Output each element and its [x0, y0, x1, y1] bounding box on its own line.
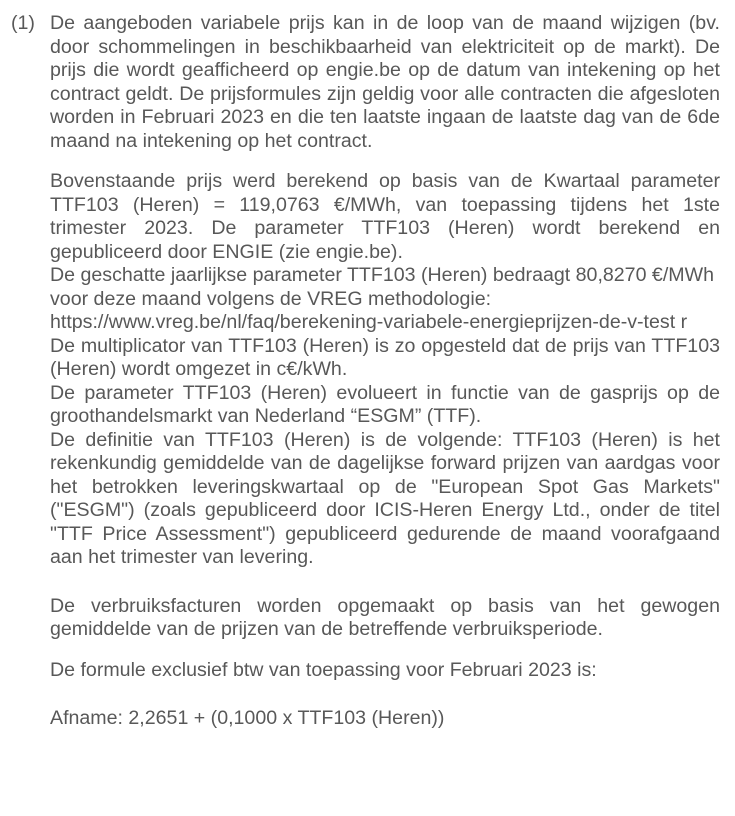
paragraph-price-validity: De aangeboden variabele prijs kan in de loop van de maand wijzigen (bv. door schommelingen in beschikbaarheid van elektriciteit op de markt). De prijs die wordt geafficheerd op engie.be op de datum van intekening op het contract geldt. De prijsformules zijn geldig voor alle contracten die afgesloten worden in Februari 2023 en die ten laatste ingaan de laatste dag van de 6de maand na intekening op het contract.: [50, 12, 720, 152]
vreg-link[interactable]: https://www.vreg.be/nl/faq/berekening-variabele-energieprijzen-de-v-test r: [50, 311, 688, 333]
formula-afname: Afname: 2,2651 + (0,1000 x TTF103 (Heren)): [50, 707, 445, 729]
paragraph-definition: De definitie van TTF103 (Heren) is de volgende: TTF103 (Heren) is het rekenkundig gemiddelde van de dagelijkse forward prijzen van aardgas voor het betrokken leveringskwartaal op de "European Spot Gas Markets" ("ESGM") (zoals gepubliceerd door ICIS-Heren Energy Ltd., onder de titel "TTF Price Assessment") gepubliceerd gedurende de maand voorafgaand aan het trimester van levering.: [50, 428, 720, 568]
paragraph-invoices: De verbruiksfacturen worden opgemaakt op basis van het gewogen gemiddelde van de prijzen van de betreffende verbruiksperiode.: [50, 594, 720, 640]
footnote-body: [50, 12, 720, 731]
footnote-marker: (1): [11, 12, 35, 34]
paragraph-evolution: De parameter TTF103 (Heren) evolueert in functie van de gasprijs op de groothandelsmarkt van Nederland “ESGM” (TTF).: [50, 381, 720, 427]
paragraph-annual-parameter: De geschatte jaarlijkse parameter TTF103 (Heren) bedraagt 80,8270 €/MWh voor deze maand volgens de VREG methodologie:: [50, 264, 714, 310]
paragraph-formula-intro: De formule exclusief btw van toepassing voor Februari 2023 is:: [50, 658, 597, 681]
paragraph-quarter-parameter: Bovenstaande prijs werd berekend op basis van de Kwartaal parameter TTF103 (Heren) = 119,0763 €/MWh, van toepassing tijdens het 1ste trimester 2023. De parameter TTF103 (Heren) wordt berekend en gepubliceerd door ENGIE (zie engie.be).: [50, 170, 720, 263]
paragraph-multiplier: De multiplicator van TTF103 (Heren) is zo opgesteld dat de prijs van TTF103 (Heren) wordt omgezet in c€/kWh.: [50, 334, 720, 380]
